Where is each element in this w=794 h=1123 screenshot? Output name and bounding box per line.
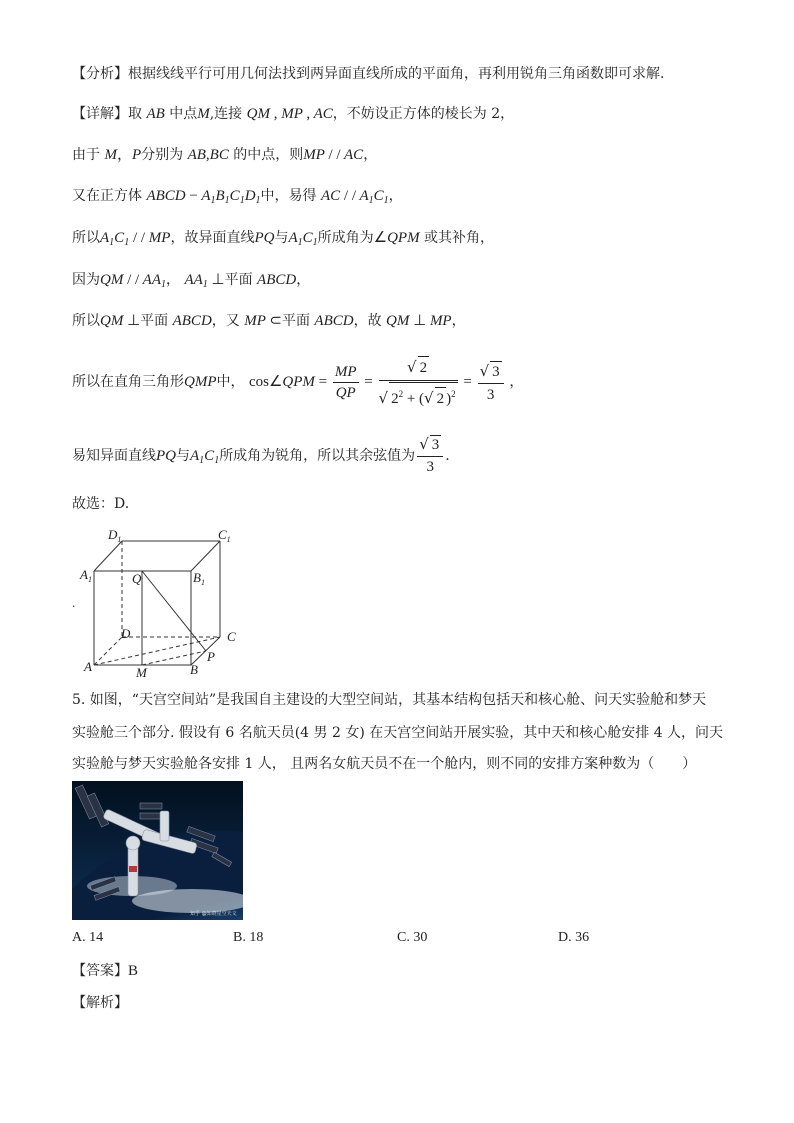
label-m: M [136, 665, 147, 680]
edge-b1c1 [191, 541, 220, 571]
detail-text: 又在正方体 [72, 188, 142, 204]
answer-line [72, 961, 138, 981]
label-dot: . [72, 595, 76, 610]
math-ac-parallel-a1c1: AC / / $A_1C_1$ [320, 188, 389, 206]
math-abcd: ABCD [257, 272, 297, 288]
label-a1: $A_1$ [80, 567, 92, 584]
label-d: D [121, 626, 131, 641]
math-abcd: ABCD [172, 313, 212, 329]
detail-text: 平面 [140, 313, 169, 329]
detail-text: 由于 [72, 147, 100, 163]
space-station-photo [72, 781, 243, 920]
detail-text: 平面 [281, 313, 310, 329]
detail-text: ，故 [353, 313, 382, 329]
detail-text: 所以在直角三角形 [72, 374, 184, 390]
detail-text: ， [165, 272, 180, 288]
label-p: P [207, 649, 215, 664]
space-station-illustration [72, 781, 243, 920]
edge-a1d1 [94, 541, 122, 571]
label-c: C [227, 629, 236, 644]
math-mp-points: M，P [104, 147, 142, 163]
answer-value: B [128, 963, 139, 979]
analysis-line [72, 64, 664, 84]
math-pq: PQ [254, 230, 275, 246]
option-c[interactable]: C. 30 [397, 930, 428, 945]
segment-ac-hidden [94, 637, 220, 665]
detail-text: 平面 [224, 272, 253, 288]
detail-text: ,连接 [209, 106, 243, 122]
analysis-tag: 【分析】 [72, 66, 128, 82]
detail-text: 所成角为锐角，所以其余弦值为 [219, 448, 416, 464]
math-m: M [197, 106, 210, 122]
math-mp-parallel-ac: MP / / AC [303, 147, 364, 163]
detail-text: ， [363, 147, 378, 163]
math-qm-mp-ac: QM , MP , AC [246, 106, 333, 122]
question-line-1: 5. 如图，“天宫空间站”是我国自主建设的大型空间站，其基本结构包括天和核心舱、问天实验舱和梦天 [72, 692, 707, 708]
label-c1: $C_1$ [218, 527, 231, 544]
edge-ad-hidden [94, 637, 122, 665]
math-mp-subset: MP ⊂ [244, 313, 282, 329]
math-pq: PQ [156, 448, 176, 464]
answer-tag: 【答案】 [72, 963, 128, 979]
detail-text: 的中点，则 [233, 147, 304, 163]
detail-line-1 [72, 104, 514, 124]
math-qm-perp: QM ⊥ [100, 313, 141, 329]
label-b: B [190, 662, 198, 677]
math-ab: AB [146, 106, 165, 122]
detail-text: 所以 [72, 230, 100, 246]
question-line-2: 实验舱三个部分. 假设有 6 名航天员(4 男 2 女) 在天宫空间站开展实验，其中天和核心舱安排 4 人，问天 [72, 725, 724, 741]
math-cube-name: ABCD − $A_1B_1C_1D_1$ [146, 188, 261, 206]
detail-text: 中，易得 [260, 188, 317, 204]
math-a1c1: $A_1C_1$ [190, 448, 220, 466]
detail-text: ，又 [211, 313, 240, 329]
detail-text: 所以 [72, 313, 100, 329]
detail-text: ， [509, 374, 524, 390]
math-qmp: QMP [184, 374, 217, 390]
detail-text: ，不妨设正方体的棱长为 2， [332, 106, 515, 122]
option-d[interactable]: D. 36 [558, 930, 590, 945]
math-a1c1-parallel-mp: $A_1C_1$ / / MP [100, 230, 171, 248]
analysis-text: 根据线线平行可用几何法找到两异面直线所成的平面角，再利用锐角三角函数即可求解. [128, 66, 665, 82]
detail-text: ， [451, 313, 466, 329]
math-angle-qpm: ∠QPM [373, 230, 420, 246]
question-line-3: 实验舱与梦天实验舱各安排 1 人， 且两名女航天员不在一个舱内，则不同的安排方案种数为（ ） [72, 756, 697, 772]
option-b[interactable]: B. 18 [233, 930, 264, 945]
detail-text: 与 [176, 448, 190, 464]
detail-line-6 [72, 311, 466, 331]
math-abcd: ABCD [314, 313, 354, 329]
detail-text: 分别为 [141, 147, 184, 163]
detail-text: 取 [128, 106, 142, 122]
analysis2-tag: 【解析】 [72, 995, 128, 1011]
detail-line-4 [72, 228, 494, 253]
label-q: Q [132, 571, 142, 586]
detail-text: ， [296, 272, 311, 288]
detail-line-8: 易知异面直线PQ与$A_1C_1$所成角为锐角，所以其余弦值为 $\frac{√ 3}{3}$ . [72, 435, 450, 475]
detail-text: 易知异面直线 [72, 448, 156, 464]
detail-tag: 【详解】 [72, 106, 128, 122]
math-a1c1: $A_1C_1$ [288, 230, 318, 248]
detail-line-2 [72, 145, 377, 165]
detail-text: 中， [216, 374, 245, 390]
math-qm-perp-mp: QM ⊥ MP [386, 313, 452, 329]
math-cos-formula: cos∠QPM = $\frac{MP}{QP}$ = $\frac{√ 2}{√ 2^2 + (√ 2 )^2}$ = $\frac{√ 3}{3}$ [249, 374, 509, 390]
cube-diagram [72, 525, 272, 680]
detail-text: 与 [274, 230, 289, 246]
analysis2-line [72, 993, 128, 1013]
option-a[interactable]: A. 14 [72, 930, 104, 945]
detail-line-7 [72, 352, 523, 412]
label-d1: $D_1$ [108, 527, 122, 544]
detail-line-3 [72, 186, 403, 211]
label-a: A [84, 659, 92, 674]
detail-text: 因为 [72, 272, 100, 288]
detail-text: 中点 [169, 106, 198, 122]
detail-text: ， [388, 188, 403, 204]
detail-text: 所成角为 [317, 230, 374, 246]
detail-line-5 [72, 270, 310, 295]
detail-line-9: 故选：D. [72, 496, 130, 512]
detail-text: 或其补角， [424, 230, 495, 246]
math-qm-parallel-aa1: QM / / $AA_1$ [100, 272, 166, 290]
math-ab-bc: AB,BC [187, 147, 229, 163]
label-b1: $B_1$ [193, 570, 205, 587]
math-aa1-perp: $AA_1$ ⊥ [184, 272, 225, 290]
detail-text: ，故异面直线 [170, 230, 255, 246]
photo-caption: 知乎 @知晓星空天文 [190, 911, 237, 917]
